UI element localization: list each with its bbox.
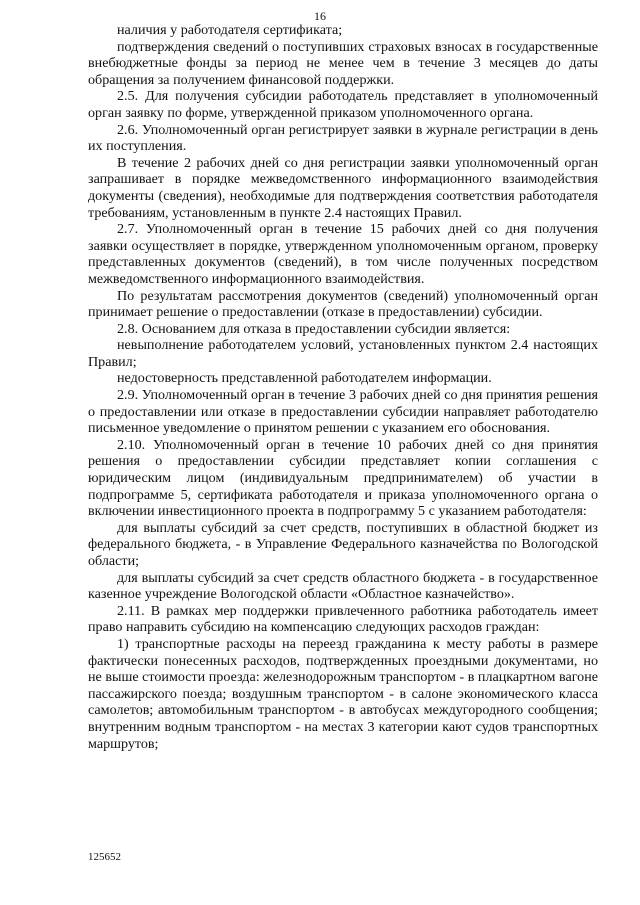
page-number: 16 — [314, 9, 326, 23]
paragraph: 1) транспортные расходы на переезд гражданина к месту работы в размере фактически понесенных расходов, подтвержденных проездными документами, но не выше стоимости проезда: железнодорожным транспортом - в плацкартном вагоне пассажирского поезда; воздушным транспортом - в салоне экономического класса самолетов; автомобильным транспортом - в автобусах междугородного сообщения; внутренним водным транспортом - на местах 3 категории кают судов транспортных маршрутов; — [88, 635, 598, 752]
paragraph: для выплаты субсидий за счет средств областного бюджета - в государственное казенное учреждение Вологодской области «Областное казначейство». — [88, 569, 598, 603]
paragraph: 2.8. Основанием для отказа в предоставлении субсидии является: — [117, 320, 511, 337]
paragraph: 2.5. Для получения субсидии работодатель представляет в уполномоченный орган заявку по форме, утвержденной приказом уполномоченного органа. — [88, 88, 598, 121]
document-body — [88, 22, 598, 752]
paragraph: недостоверность представленной работодателем информации. — [117, 370, 492, 387]
paragraph: наличия у работодателя сертификата; — [117, 22, 343, 38]
paragraph: 2.11. В рамках мер поддержки привлеченного работника работодатель имеет право направить субсидию на компенсацию следующих расходов граждан: — [88, 602, 598, 636]
paragraph: 2.6. Уполномоченный орган регистрирует заявки в журнале регистрации в день их поступления. — [88, 121, 598, 155]
paragraph: В течение 2 рабочих дней со дня регистрации заявки уполномоченный орган запрашивает в порядке межведомственного информационного взаимодействия документы (сведения), необходимые для подтверждения соответствия работодателя требованиям, установленным в пункте 2.4 настоящих Правил. — [88, 154, 598, 221]
paragraph: невыполнение работодателем условий, установленных пунктом 2.4 настоящих Правил; — [88, 337, 598, 370]
paragraph: 2.7. Уполномоченный орган в течение 15 рабочих дней со дня получения заявки осуществляет в порядке, утвержденном уполномоченным органом, проверку представленных документов (сведений), в том числе полученных посредством межведомственного информационного взаимодействия. — [88, 221, 598, 287]
paragraph: для выплаты субсидий за счет средств, поступивших в областной бюджет из федерального бюджета, - в Управление Федерального казначейства по Вологодской области; — [88, 519, 598, 569]
paragraph: 2.10. Уполномоченный орган в течение 10 рабочих дней со дня принятия решения о предоставлении субсидии представляет копии соглашения с юридическим лицом (индивидуальным предпринимателем) об участии в подпрограмме 5, сертификата работодателя и приказа уполномоченного органа о включении инвестиционного проекта в подпрограмму 5 с указанием работодателя: — [88, 436, 598, 520]
document-code: 125652 — [88, 851, 121, 863]
paragraph: По результатам рассмотрения документов (сведений) уполномоченный орган принимает решение о предоставлении (отказе в предоставлении) субсидии. — [88, 287, 598, 321]
paragraph: подтверждения сведений о поступивших страховых взносах в государственные внебюджетные фонды за период не менее чем в течение 3 месяцев до даты обращения за получением финансовой поддержки. — [88, 38, 598, 88]
paragraph: 2.9. Уполномоченный орган в течение 3 рабочих дней со дня принятия решения о предоставлении или отказе в предоставлении субсидии направляет работодателю письменное уведомление о принятом решении с указанием его обоснования. — [88, 387, 598, 437]
